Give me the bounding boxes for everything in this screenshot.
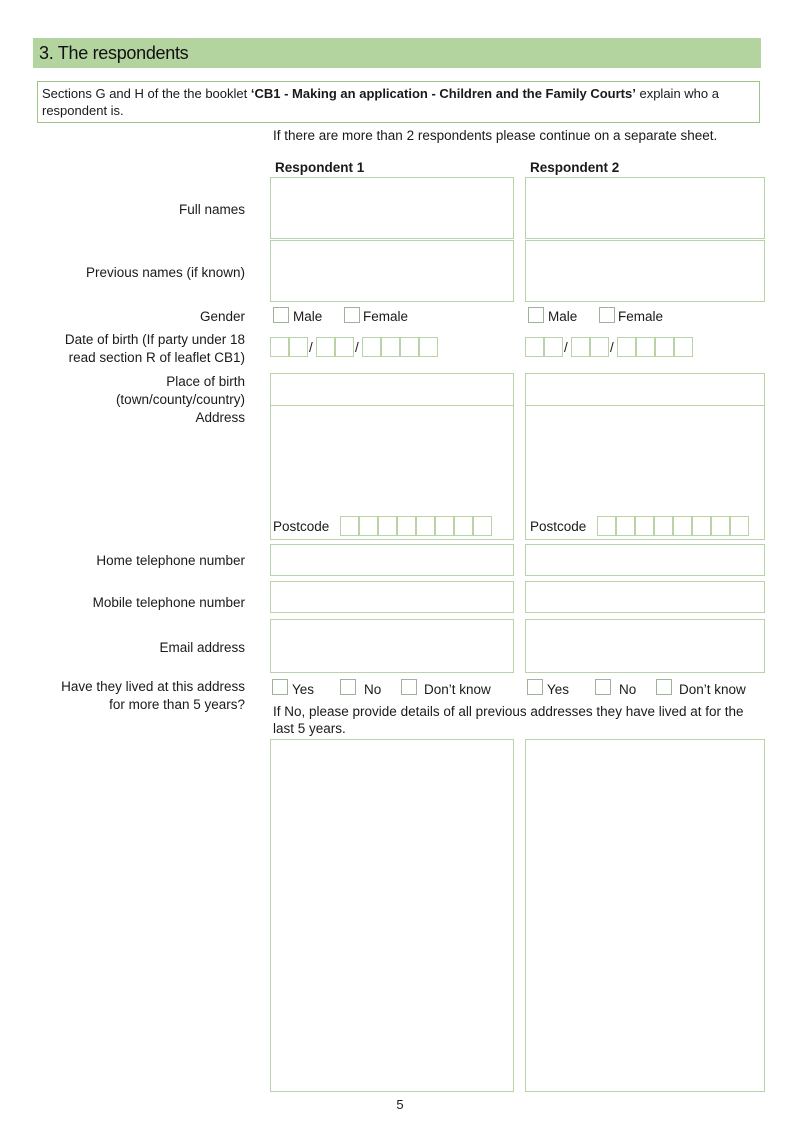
r1-lived-no-label: No [364,682,382,697]
r1-postcode-cell[interactable] [378,516,397,536]
r1-lived-dont-know-checkbox[interactable] [401,679,417,695]
label-email: Email address [159,640,245,655]
r1-gender-female-label: Female [363,309,409,324]
r2-gender-male-checkbox[interactable] [528,307,544,323]
r2-dob-separator-1: / [564,340,568,355]
r2-place-of-birth-input[interactable] [525,373,765,406]
r2-email-input[interactable] [525,619,765,673]
r1-full-names-input[interactable] [270,177,514,239]
r2-dob-year-1[interactable] [617,337,636,357]
r2-postcode-label: Postcode [530,519,587,534]
r1-postcode-label: Postcode [273,519,330,534]
r1-dob-day-1[interactable] [270,337,289,357]
r2-dob-month-1[interactable] [571,337,590,357]
r1-email-input[interactable] [270,619,514,673]
r1-dob-month-2[interactable] [335,337,354,357]
r1-dob-day-2[interactable] [289,337,308,357]
r1-dob-year-4[interactable] [419,337,438,357]
r2-dob-year-2[interactable] [636,337,655,357]
r2-lived-yes-checkbox[interactable] [527,679,543,695]
r2-full-names-input[interactable] [525,177,765,239]
r1-postcode-cell[interactable] [435,516,454,536]
r1-dob-year-2[interactable] [381,337,400,357]
r2-postcode-cell[interactable] [692,516,711,536]
r2-postcode-cell[interactable] [635,516,654,536]
r1-postcode-cell[interactable] [454,516,473,536]
r1-dob-separator-2: / [355,340,359,355]
r2-lived-no-checkbox[interactable] [595,679,611,695]
r1-mobile-phone-input[interactable] [270,581,514,613]
r1-postcode-cell[interactable] [340,516,359,536]
r1-postcode-cell[interactable] [397,516,416,536]
r1-lived-yes-label: Yes [292,682,315,697]
r1-postcode-cell[interactable] [416,516,435,536]
label-pob-line1: Place of birth [166,374,245,389]
r1-lived-dont-know-label: Don’t know [424,682,491,697]
label-previous-names: Previous names (if known) [85,265,245,280]
section-title: 3. The respondents [39,43,189,63]
r2-gender-female-label: Female [618,309,664,324]
intro-text-end: explain who a respondent is. [42,86,719,118]
label-home-phone: Home telephone number [96,553,245,568]
r2-postcode-cell[interactable] [654,516,673,536]
r1-home-phone-input[interactable] [270,544,514,576]
r2-gender-female-checkbox[interactable] [599,307,615,323]
r2-postcode-cell[interactable] [730,516,749,536]
r2-lived-dont-know-label: Don’t know [679,682,746,697]
r2-postcode-cell[interactable] [673,516,692,536]
r2-mobile-phone-input[interactable] [525,581,765,613]
r2-dob-year-4[interactable] [674,337,693,357]
r1-dob-month-1[interactable] [316,337,335,357]
label-dob-line1: Date of birth (If party under 18 [64,332,245,347]
separate-sheet-note: If there are more than 2 respondents please continue on a separate sheet. [273,128,718,143]
r2-dob-month-2[interactable] [590,337,609,357]
r1-gender-male-checkbox[interactable] [273,307,289,323]
intro-text-start: Sections G and H of the the booklet [42,86,251,101]
r2-postcode-cell[interactable] [616,516,635,536]
label-mobile-phone: Mobile telephone number [92,595,245,610]
label-lived-line1: Have they lived at this address [61,679,245,694]
r1-dob-separator-1: / [309,340,313,355]
r2-dob-separator-2: / [610,340,614,355]
label-lived-line2: for more than 5 years? [109,697,245,712]
r1-dob-year-3[interactable] [400,337,419,357]
r2-dob-day-2[interactable] [544,337,563,357]
intro-text [42,85,757,119]
label-dob-line2: read section R of leaflet CB1) [68,350,245,365]
label-pob-line2: (town/county/country) [115,392,245,407]
respondent-2-header: Respondent 2 [530,160,620,175]
r2-home-phone-input[interactable] [525,544,765,576]
booklet-title: ‘CB1 - Making an application - Children and the Family Courts’ [250,86,636,101]
r1-lived-yes-checkbox[interactable] [272,679,288,695]
r1-place-of-birth-input[interactable] [270,373,514,406]
r1-gender-female-checkbox[interactable] [344,307,360,323]
r1-gender-male-label: Male [293,309,323,324]
r1-postcode-cell[interactable] [359,516,378,536]
r1-previous-addresses-input[interactable] [270,739,514,1092]
r1-postcode-cell[interactable] [473,516,492,536]
r1-previous-names-input[interactable] [270,240,514,302]
r2-postcode-cell[interactable] [597,516,616,536]
r2-gender-male-label: Male [548,309,578,324]
r2-lived-dont-know-checkbox[interactable] [656,679,672,695]
r1-dob-year-1[interactable] [362,337,381,357]
r2-lived-no-label: No [619,682,637,697]
r2-previous-names-input[interactable] [525,240,765,302]
r2-dob-day-1[interactable] [525,337,544,357]
r2-lived-yes-label: Yes [547,682,570,697]
page-number: 5 [396,1097,404,1112]
label-full-names: Full names [178,202,245,217]
r2-postcode-cell[interactable] [711,516,730,536]
label-address: Address [195,410,245,425]
respondent-1-header: Respondent 1 [275,160,365,175]
r2-dob-year-3[interactable] [655,337,674,357]
previous-addresses-note: If No, please provide details of all previous addresses they have lived at for the last 5 years. [273,704,744,736]
r2-previous-addresses-input[interactable] [525,739,765,1092]
r1-lived-no-checkbox[interactable] [340,679,356,695]
label-gender: Gender [199,309,245,324]
